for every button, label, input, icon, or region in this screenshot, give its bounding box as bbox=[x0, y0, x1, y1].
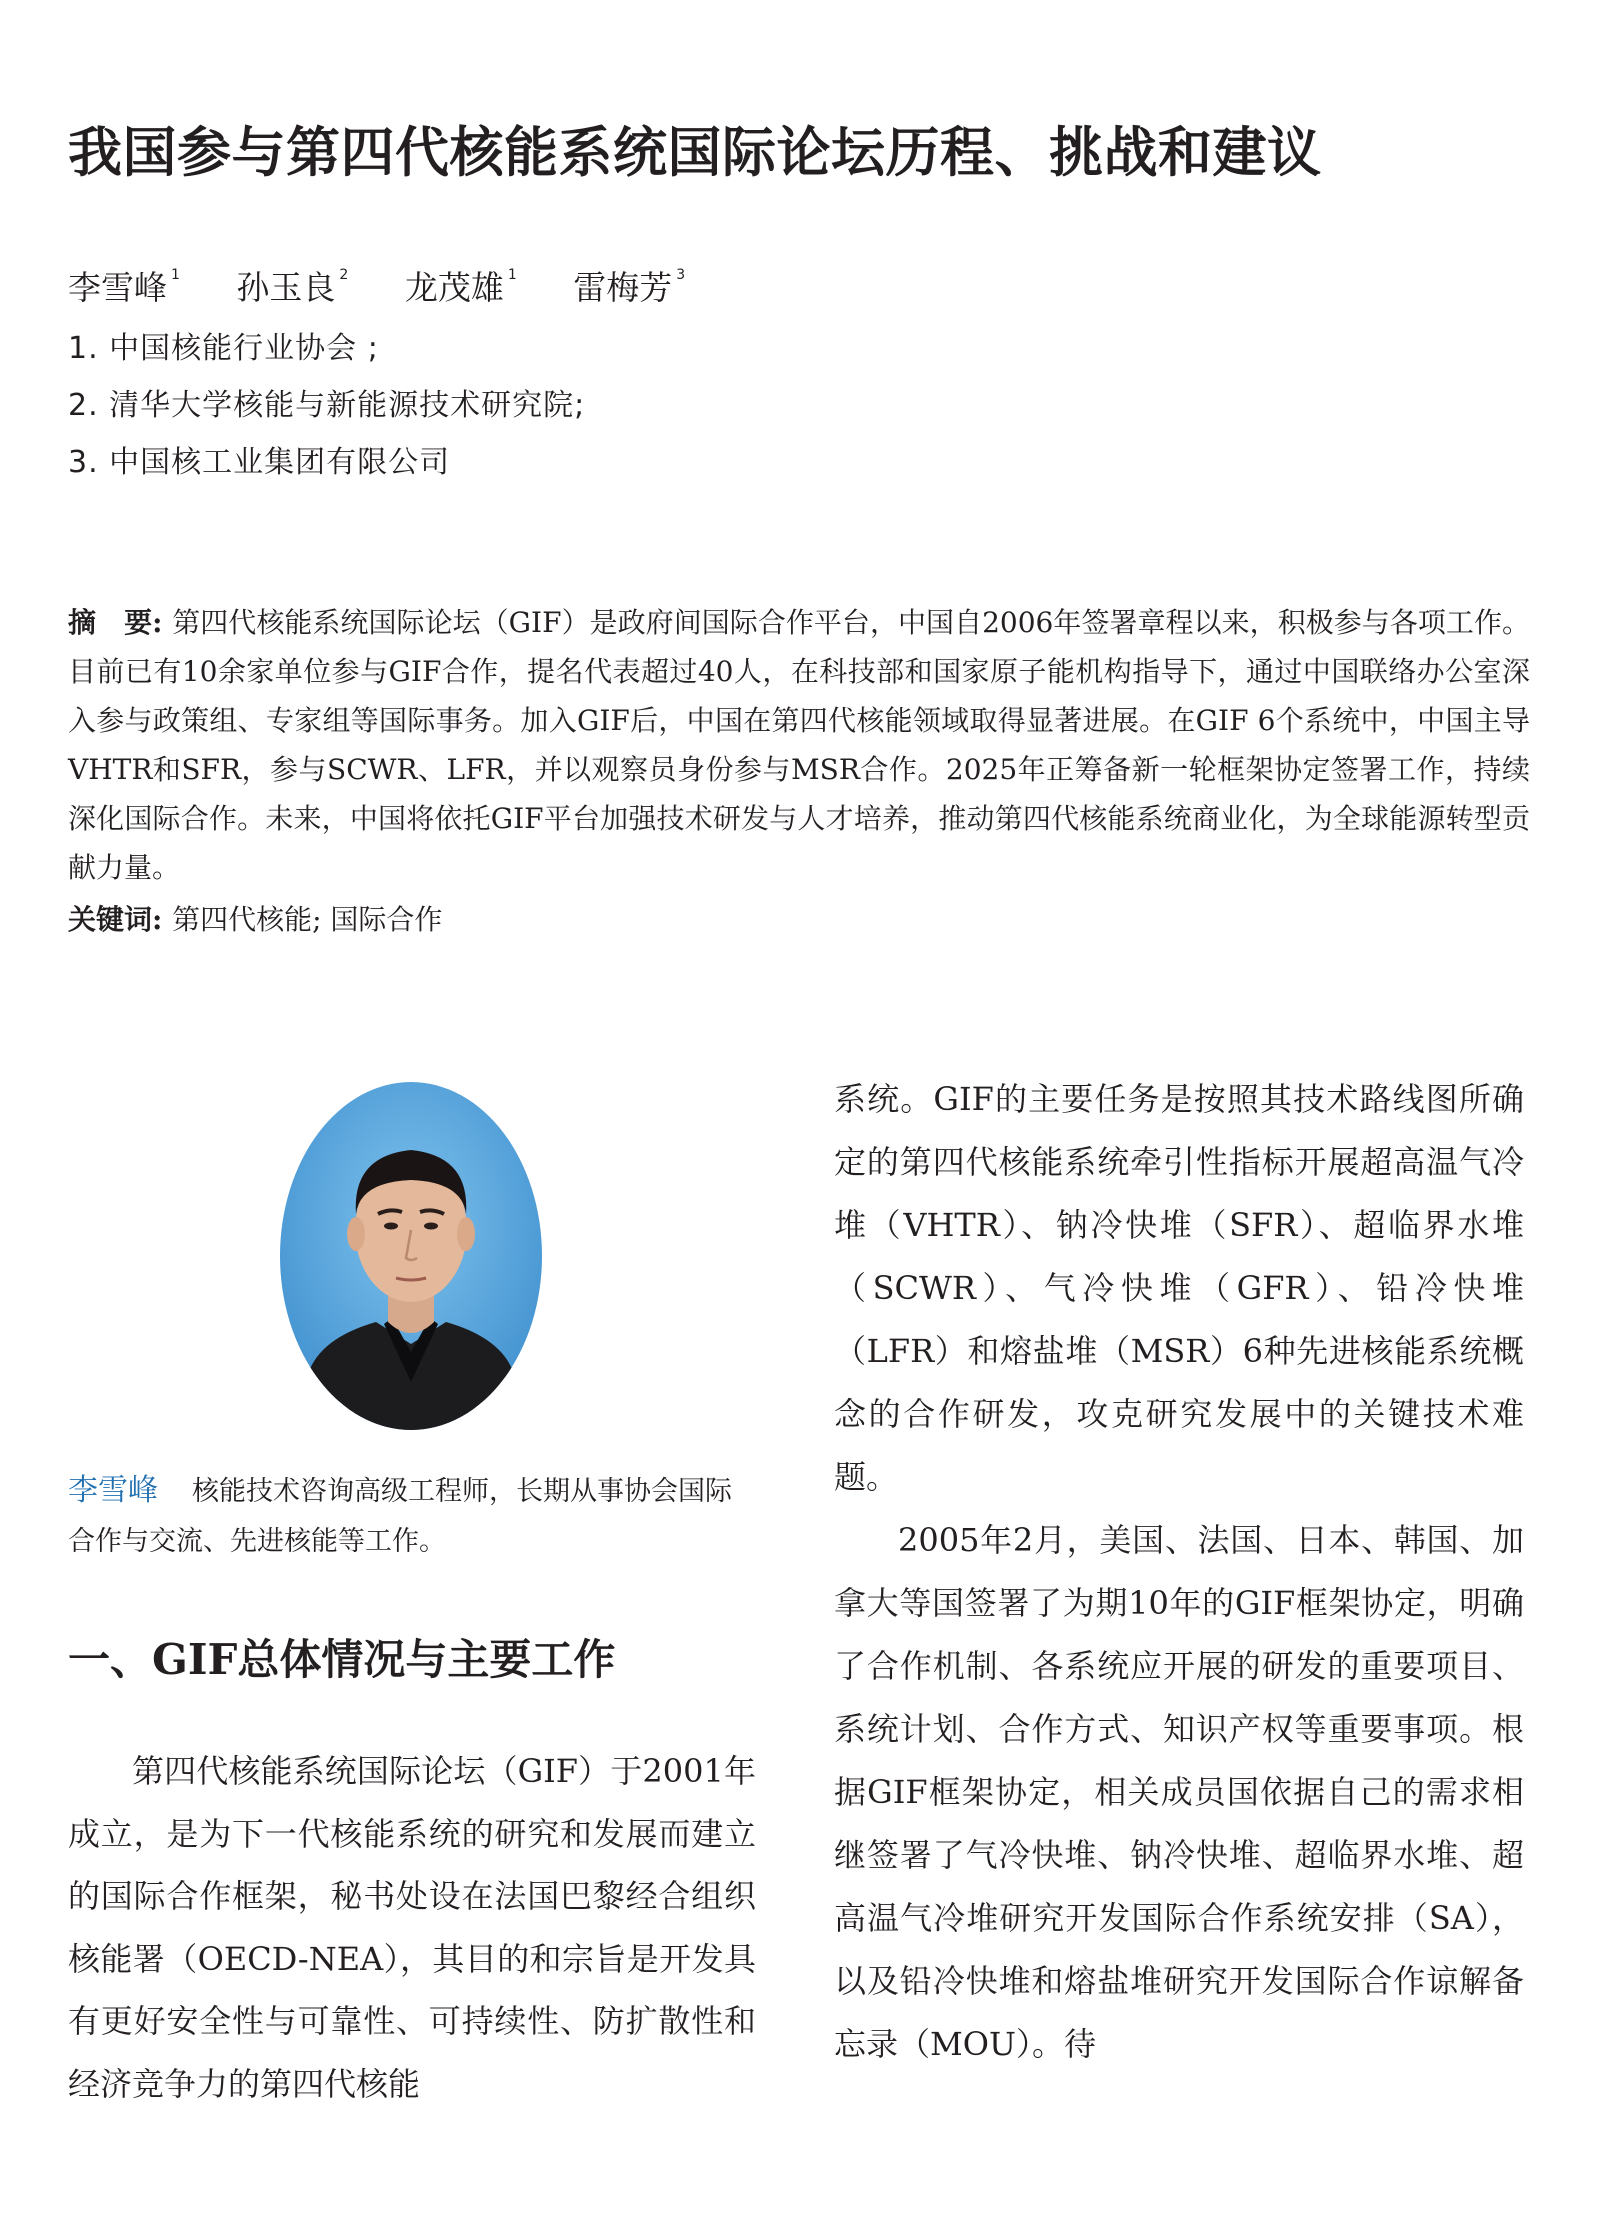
portrait-image bbox=[280, 1082, 542, 1430]
abstract bbox=[68, 598, 1530, 892]
body-column-right bbox=[834, 1068, 1524, 2076]
body-column-left bbox=[68, 1740, 756, 2115]
affiliation: 2. 清华大学核能与新能源技术研究院; bbox=[68, 388, 586, 423]
body-paragraph: 第四代核能系统国际论坛（GIF）于2001年成立，是为下一代核能系统的研究和发展而建立的国际合作框架，秘书处设在法国巴黎经合组织核能署（OECD-NEA），其目的和宗旨是开发具有更好安全性与可靠性、可持续性、防扩散性和经济竞争力的第四代核能 bbox=[68, 1752, 756, 2103]
author-portrait bbox=[280, 1082, 542, 1430]
author-bio-name: 李雪峰 bbox=[68, 1473, 158, 1508]
author bbox=[405, 250, 517, 313]
author-bio-text: 核能技术咨询高级工程师，长期从事协会国际合作与交流、先进核能等工作。 bbox=[68, 1476, 732, 1557]
keywords-text: 第四代核能; 国际合作 bbox=[172, 903, 443, 936]
body-paragraph: 2005年2月，美国、法国、日本、韩国、加拿大等国签署了为期10年的GIF框架协定，明确了合作机制、各系统应开展的研发的重要项目、系统计划、合作方式、知识产权等重要事项。根据GIF框架协定，相关成员国依据自己的需求相继签署了气冷快堆、钠冷快堆、超临界水堆、超高温气冷堆研究开发国际合作系统安排（SA），以及铅冷快堆和熔盐堆研究开发国际合作谅解备忘录（MOU）。待 bbox=[834, 1521, 1524, 2063]
author-affiliation-mark: 3 bbox=[676, 267, 686, 283]
author-affiliation-mark: 2 bbox=[339, 267, 349, 283]
author-affiliation-mark: 1 bbox=[507, 267, 517, 283]
author bbox=[573, 250, 685, 313]
affiliation: 3. 中国核工业集团有限公司 bbox=[68, 445, 451, 480]
article-title: 我国参与第四代核能系统国际论坛历程、挑战和建议 bbox=[68, 120, 1322, 184]
affiliation: 1. 中国核能行业协会 ; bbox=[68, 331, 379, 366]
author-name: 孙玉良 bbox=[236, 268, 336, 307]
author bbox=[236, 250, 348, 313]
affiliation-list bbox=[68, 320, 585, 491]
keywords bbox=[68, 895, 1530, 944]
section-heading: 一、GIF总体情况与主要工作 bbox=[68, 1635, 616, 1684]
author-name: 龙茂雄 bbox=[404, 268, 504, 307]
author-name: 李雪峰 bbox=[68, 268, 167, 307]
abstract-label: 摘 要: bbox=[68, 606, 173, 639]
author-name: 雷梅芳 bbox=[573, 268, 673, 307]
author-affiliation-mark: 1 bbox=[171, 267, 180, 283]
author-bio bbox=[68, 1466, 758, 1567]
body-paragraph-continued: 系统。GIF的主要任务是按照其技术路线图所确定的第四代核能系统牵引性指标开展超高温气冷堆（VHTR）、钠冷快堆（SFR）、超临界水堆（SCWR）、气冷快堆（GFR）、铅冷快堆（LFR）和熔盐堆（MSR）6种先进核能系统概念的合作研发，攻克研究发展中的关键技术难题。 bbox=[834, 1080, 1524, 1496]
keywords-label: 关键词: bbox=[68, 903, 173, 936]
abstract-text: 第四代核能系统国际论坛（GIF）是政府间国际合作平台，中国自2006年签署章程以来，积极参与各项工作。目前已有10余家单位参与GIF合作，提名代表超过40人，在科技部和国家原子能机构指导下，通过中国联络办公室深入参与政策组、专家组等国际事务。加入GIF后，中国在第四代核能领域取得显著进展。在GIF 6个系统中，中国主导VHTR和SFR，参与SCWR、LFR，并以观察员身份参与MSR合作。2025年正筹备新一轮框架协定签署工作，持续深化国际合作。未来，中国将依托GIF平台加强技术研发与人才培养，推动第四代核能系统商业化，为全球能源转型贡献力量。 bbox=[68, 606, 1530, 884]
author-list bbox=[68, 250, 731, 307]
author bbox=[68, 250, 180, 313]
